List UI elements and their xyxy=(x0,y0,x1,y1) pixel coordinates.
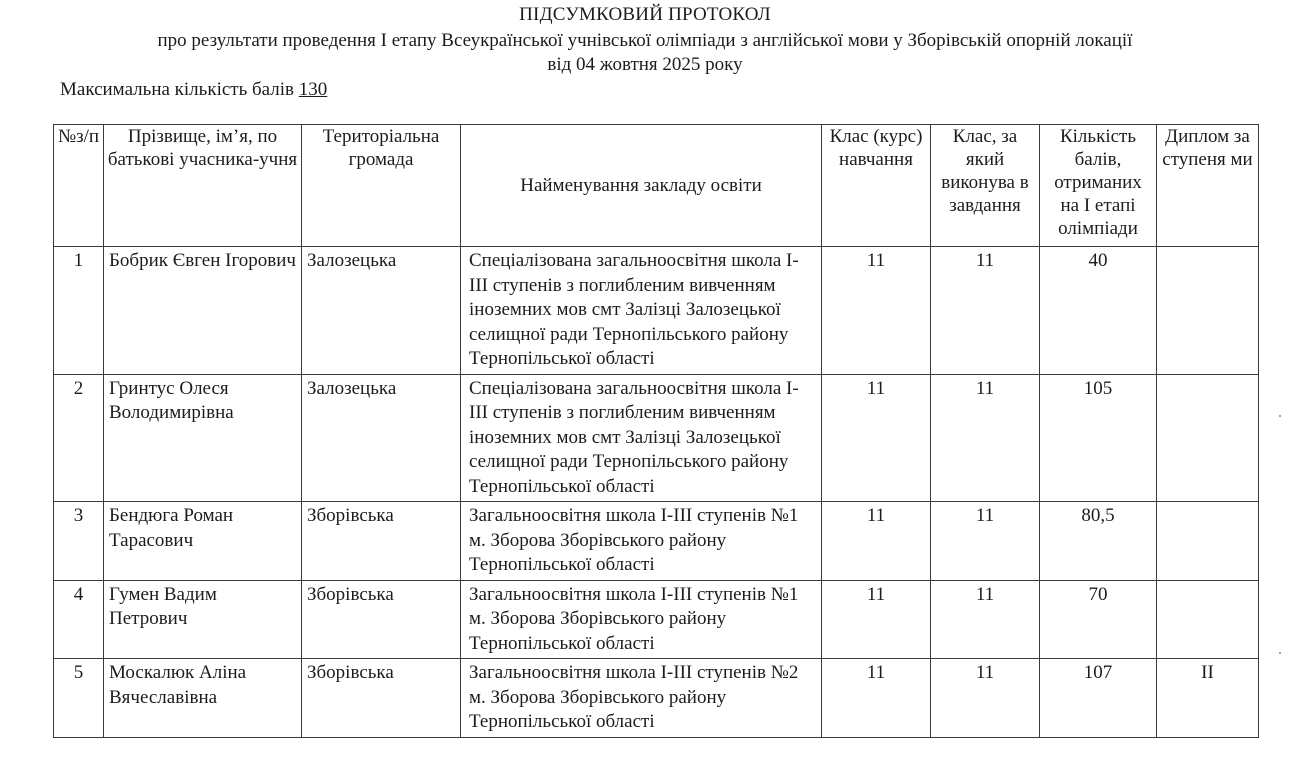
cell-grade-task: 11 xyxy=(931,247,1040,375)
cell-score: 70 xyxy=(1040,580,1157,659)
cell-grade-task: 11 xyxy=(931,659,1040,738)
cell-num: 1 xyxy=(54,247,104,375)
max-score-value: 130 xyxy=(298,79,328,100)
col-header-grade-task: Клас, за який виконува в завдання xyxy=(931,125,1040,247)
scan-speck xyxy=(1279,652,1281,654)
cell-name: Гумен Вадим Петрович xyxy=(104,580,302,659)
cell-diploma xyxy=(1157,580,1259,659)
max-score-label: Максимальна кількість балів xyxy=(60,79,294,100)
protocol-subtitle: про результати проведення І етапу Всеукраїнської учнівської олімпіади з англійської мови у Зборівській опорній локації xyxy=(157,30,1133,51)
cell-name: Бобрик Євген Ігорович xyxy=(104,247,302,375)
col-header-grade: Клас (курс) навчання xyxy=(822,125,931,247)
cell-diploma xyxy=(1157,374,1259,502)
cell-school: Загальноосвітня школа І-ІІІ ступенів №1 м. Зборова Зборівського району Тернопільської області xyxy=(461,580,822,659)
cell-school: Спеціалізована загальноосвітня школа І-ІІІ ступенів з поглибленим вивченням іноземних мов смт Залізці Залозецької селищної ради Тернопільського району Тернопільської області xyxy=(461,247,822,375)
col-header-community: Територіальна громада xyxy=(302,125,461,247)
cell-num: 2 xyxy=(54,374,104,502)
scan-speck xyxy=(1279,415,1281,417)
cell-school: Загальноосвітня школа І-ІІІ ступенів №1 м. Зборова Зборівського району Тернопільської області xyxy=(461,502,822,581)
cell-grade: 11 xyxy=(822,502,931,581)
cell-school: Загальноосвітня школа І-ІІІ ступенів №2 м. Зборова Зборівського району Тернопільської області xyxy=(461,659,822,738)
cell-community: Зборівська xyxy=(302,659,461,738)
cell-num: 5 xyxy=(54,659,104,738)
cell-num: 4 xyxy=(54,580,104,659)
cell-name: Бендюга Роман Тарасович xyxy=(104,502,302,581)
table-row xyxy=(54,247,1259,375)
cell-diploma: ІІ xyxy=(1157,659,1259,738)
cell-score: 107 xyxy=(1040,659,1157,738)
cell-grade: 11 xyxy=(822,659,931,738)
table-row xyxy=(54,374,1259,502)
table-header-row xyxy=(54,125,1259,247)
cell-name: Москалюк Аліна Вячеславівна xyxy=(104,659,302,738)
cell-grade: 11 xyxy=(822,247,931,375)
cell-community: Залозецька xyxy=(302,247,461,375)
table-row xyxy=(54,580,1259,659)
protocol-title: ПІДСУМКОВИЙ ПРОТОКОЛ xyxy=(519,4,771,25)
cell-grade-task: 11 xyxy=(931,580,1040,659)
cell-score: 40 xyxy=(1040,247,1157,375)
cell-diploma xyxy=(1157,502,1259,581)
cell-name: Гринтус Олеся Володимирівна xyxy=(104,374,302,502)
protocol-date: від 04 жовтня 2025 року xyxy=(547,54,743,75)
cell-score: 105 xyxy=(1040,374,1157,502)
cell-diploma xyxy=(1157,247,1259,375)
cell-score: 80,5 xyxy=(1040,502,1157,581)
cell-grade-task: 11 xyxy=(931,502,1040,581)
cell-community: Зборівська xyxy=(302,580,461,659)
col-header-score: Кількість балів, отриманих на І етапі олімпіади xyxy=(1040,125,1157,247)
cell-grade: 11 xyxy=(822,580,931,659)
col-header-diploma: Диплом за ступеня ми xyxy=(1157,125,1259,247)
cell-grade-task: 11 xyxy=(931,374,1040,502)
max-score-line xyxy=(60,78,327,102)
table-row xyxy=(54,659,1259,738)
cell-school: Спеціалізована загальноосвітня школа І-ІІІ ступенів з поглибленим вивченням іноземних мов смт Залізці Залозецької селищної ради Тернопільського району Тернопільської області xyxy=(461,374,822,502)
col-header-num: №з/п xyxy=(54,125,104,247)
cell-grade: 11 xyxy=(822,374,931,502)
cell-num: 3 xyxy=(54,502,104,581)
cell-community: Зборівська xyxy=(302,502,461,581)
col-header-name: Прізвище, ім’я, по батькові учасника-учня xyxy=(104,125,302,247)
results-table xyxy=(53,124,1259,738)
cell-community: Залозецька xyxy=(302,374,461,502)
table-row xyxy=(54,502,1259,581)
col-header-school: Найменування закладу освіти xyxy=(461,125,822,247)
